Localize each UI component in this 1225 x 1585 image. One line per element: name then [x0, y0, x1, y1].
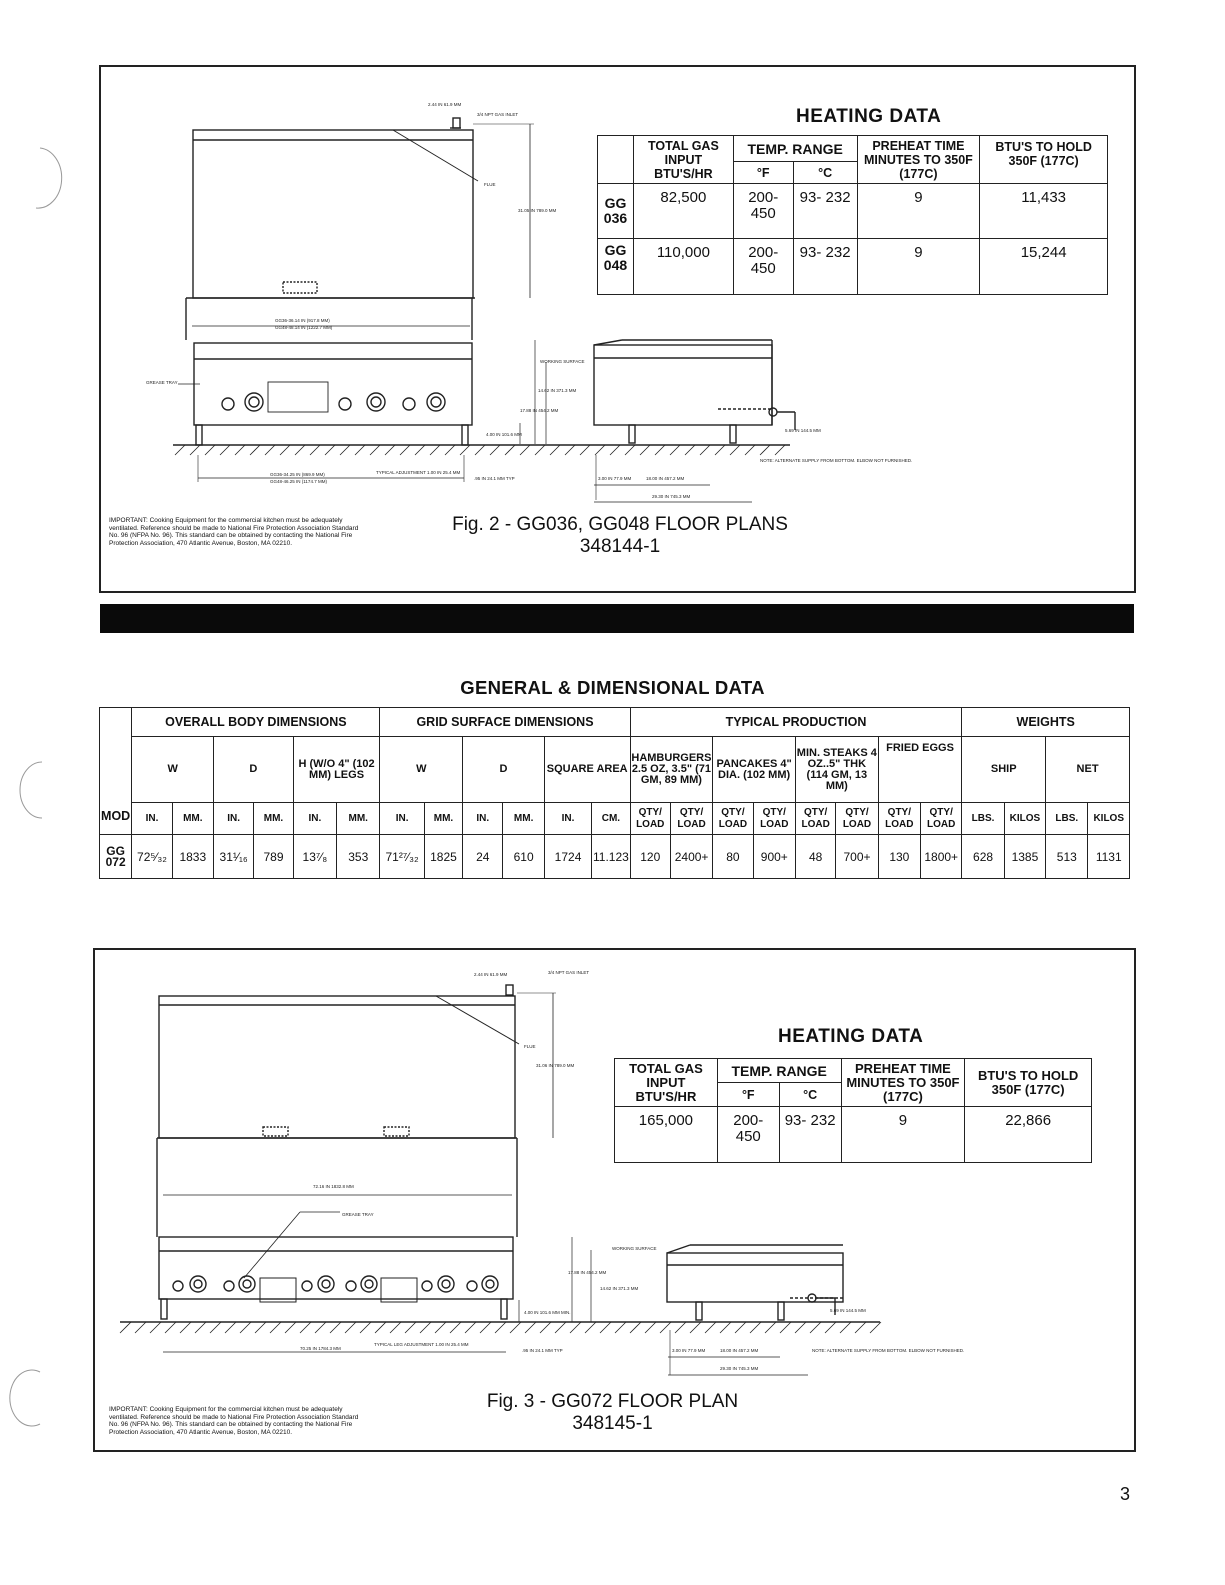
value-cell: 1131: [1088, 835, 1130, 879]
bottom-h2: 14.62 IN 371.3 MM: [600, 1286, 639, 1291]
bottom-h1: 17.88 IN 454.2 MM: [568, 1270, 607, 1275]
unit-cell: QTY/ LOAD: [836, 803, 878, 835]
top-row-gg048: [598, 239, 1108, 295]
value-cell: 1800+: [921, 835, 962, 879]
temp-c-cell: 93- 232: [779, 1107, 841, 1163]
value-cell: 24: [463, 835, 503, 879]
bottom-row-gg072: [615, 1107, 1092, 1163]
value-cell: 80: [713, 835, 753, 879]
unit-cell: QTY/ LOAD: [753, 803, 795, 835]
hdr-hamburgers: HAMBURGERS 2.5 OZ, 3.5" (71 GM, 89 MM): [630, 737, 713, 803]
value-cell: 1833: [172, 835, 213, 879]
btus-hold-cell: 15,244: [980, 239, 1108, 295]
value-cell: 72⁵⁄₃₂: [132, 835, 172, 879]
btus-hold-cell: 22,866: [965, 1107, 1092, 1163]
bottom-side-4: 5.69 IN 144.5 MM: [830, 1308, 866, 1313]
value-cell: 1825: [424, 835, 462, 879]
top-bottom-w2: GG48-46.25 IN (1174.7 MM): [270, 479, 327, 484]
top-dim-top: 2.44 IN 61.9 MM: [428, 102, 462, 107]
bottom-dim-top: 2.44 IN 61.9 MM: [474, 972, 508, 977]
unit-cell: MM.: [424, 803, 462, 835]
model-cell: GG 036: [598, 184, 634, 239]
unit-cell: MM.: [254, 803, 293, 835]
bottom-working-surface: WORKING SURFACE: [612, 1246, 657, 1251]
bottom-typ: .95 IN 24.1 MM TYP: [522, 1348, 563, 1353]
value-cell: 700+: [836, 835, 878, 879]
top-width-1: GG36-36.14 IN (917.8 MM): [275, 318, 330, 323]
unit-cell: IN.: [380, 803, 424, 835]
general-data-title: GENERAL & DIMENSIONAL DATA: [460, 677, 765, 698]
value-cell: 353: [337, 835, 380, 879]
bottom-hdr-deg-f: °F: [717, 1083, 779, 1107]
bottom-bottom-w: 70.25 IN 1784.3 MM: [300, 1346, 341, 1351]
top-h1: 14.62 IN 371.3 MM: [538, 388, 577, 393]
bottom-hdr-deg-c: °C: [779, 1083, 841, 1107]
top-heating-title: HEATING DATA: [796, 106, 942, 127]
top-caption-title: Fig. 2 - GG036, GG048 FLOOR PLANS: [452, 514, 788, 535]
value-cell: 789: [254, 835, 293, 879]
bottom-hdr-btus-hold: BTU'S TO HOLD 350F (177C): [965, 1059, 1092, 1107]
hdr-d: D: [213, 737, 293, 803]
unit-cell: MM.: [337, 803, 380, 835]
unit-cell: QTY/ LOAD: [713, 803, 753, 835]
top-h3: 4.00 IN 101.6 MM: [486, 432, 522, 437]
bottom-side-2: 18.00 IN 457.2 MM: [720, 1348, 759, 1353]
value-cell: 900+: [753, 835, 795, 879]
binder-hole-middle: [20, 762, 42, 818]
value-cell: 13⁷⁄₈: [293, 835, 336, 879]
value-cell: 513: [1046, 835, 1088, 879]
top-width-2: GG48-48.14 IN (1222.7 MM): [275, 325, 333, 330]
top-bottom-w1: GG36-34.25 IN (869.9 MM): [270, 472, 325, 477]
value-cell: 71²⁷⁄₃₂: [380, 835, 424, 879]
page-number: 3: [1120, 1484, 1131, 1504]
preheat-cell: 9: [841, 1107, 965, 1163]
top-typ: .95 IN 24.1 MM TYP: [474, 476, 515, 481]
bottom-important-note: IMPORTANT: Cooking Equipment for the commercial kitchen must be adequately ventilated. Reference should be made to National Fire Protection Association Standard No. 96 (NFPA No. 96). This standard can be obtained by contacting the National Fire Protection Association, 470 Atlantic Avenue, Boston, MA 02210.: [109, 1406, 359, 1436]
binder-hole-bottom: [10, 1370, 40, 1426]
unit-cell: QTY/ LOAD: [878, 803, 920, 835]
unit-cell: IN.: [463, 803, 503, 835]
top-hdr-btus-hold: BTU'S TO HOLD 350F (177C): [980, 136, 1108, 184]
unit-cell: MM.: [503, 803, 544, 835]
bottom-leg-adj: TYPICAL LEG ADJUSTMENT 1.00 IN 25.4 MM: [374, 1342, 469, 1347]
value-cell: 628: [962, 835, 1004, 879]
model-cell: GG 072: [100, 835, 132, 879]
bottom-flue: FLUE: [524, 1044, 536, 1049]
bottom-hdr-preheat: PREHEAT TIME MINUTES TO 350F (177C): [841, 1059, 965, 1107]
bottom-width: 72.16 IN 1832.8 MM: [313, 1184, 354, 1189]
unit-cell: IN.: [132, 803, 172, 835]
unit-cell: QTY/ LOAD: [795, 803, 835, 835]
bottom-caption-title: Fig. 3 - GG072 FLOOR PLAN: [486, 1391, 739, 1412]
value-cell: 31¹⁄₁₆: [213, 835, 253, 879]
bottom-caption: [430, 1391, 795, 1435]
total-gas-cell: 82,500: [633, 184, 733, 239]
table-row-gg072: [100, 835, 1130, 879]
top-flue: FLUE: [484, 182, 496, 187]
hdr-mod: MOD: [100, 708, 132, 835]
section-divider-bar: [100, 604, 1134, 633]
total-gas-cell: 110,000: [633, 239, 733, 295]
top-caption: [430, 514, 810, 558]
top-hdr-deg-f: °F: [733, 162, 793, 184]
unit-cell: IN.: [293, 803, 336, 835]
bottom-height-right: 31.06 IN 789.0 MM: [536, 1063, 575, 1068]
hdr-pancakes: PANCAKES 4" DIA. (102 MM): [713, 737, 796, 803]
top-hdr-total-gas: TOTAL GAS INPUT BTU'S/HR: [633, 136, 733, 184]
total-gas-cell: 165,000: [615, 1107, 718, 1163]
unit-cell: MM.: [172, 803, 213, 835]
hdr-weights: WEIGHTS: [962, 708, 1130, 737]
bottom-h3: 4.00 IN 101.6 MM MIN.: [524, 1310, 571, 1315]
top-side-3: 29.30 IN 745.3 MM: [652, 494, 691, 499]
hdr-grid-surface: GRID SURFACE DIMENSIONS: [380, 708, 630, 737]
top-hdr-temp-range: TEMP. RANGE: [733, 136, 857, 162]
general-data-table: [99, 707, 1130, 879]
bottom-heating-table: [614, 1058, 1092, 1163]
top-height-right: 31.05 IN 789.0 MM: [518, 208, 557, 213]
hdr-grid-w: W: [380, 737, 463, 803]
temp-f-cell: 200- 450: [717, 1107, 779, 1163]
model-cell: GG 048: [598, 239, 634, 295]
temp-f-cell: 200- 450: [733, 239, 793, 295]
top-hdr-deg-c: °C: [793, 162, 857, 184]
top-part-number: 348144-1: [579, 536, 661, 557]
binder-hole-top: [36, 148, 62, 208]
unit-cell: KILOS: [1004, 803, 1045, 835]
bottom-figure-panel: [93, 948, 1136, 1452]
top-row-gg036: [598, 184, 1108, 239]
bottom-heating-title: HEATING DATA: [778, 1026, 924, 1047]
top-side-2: 18.00 IN 457.2 MM: [646, 476, 685, 481]
value-cell: 610: [503, 835, 544, 879]
value-cell: 2400+: [670, 835, 712, 879]
top-heating-table: [597, 135, 1108, 295]
bottom-note: NOTE: ALTERNATE SUPPLY FROM BOTTOM. ELBOW NOT FURNISHED.: [812, 1348, 965, 1353]
bottom-grease-tray: GREASE TRAY: [342, 1212, 374, 1217]
top-important-note: IMPORTANT: Cooking Equipment for the commercial kitchen must be adequately ventilated. Reference should be made to National Fire Protection Association Standard No. 96 (NFPA No. 96). This standard can be obtained by contacting the National Fire Protection Association, 470 Atlantic Avenue, Boston, MA 02210.: [109, 517, 359, 547]
hdr-fried-eggs: FRIED EGGS: [878, 737, 962, 803]
unit-cell: IN.: [544, 803, 591, 835]
unit-cell: IN.: [213, 803, 253, 835]
temp-c-cell: 93- 232: [793, 184, 857, 239]
hdr-h: H (W/O 4" (102 MM) LEGS: [293, 737, 380, 803]
top-corner-cell: [598, 136, 634, 184]
temp-c-cell: 93- 232: [793, 239, 857, 295]
value-cell: 120: [630, 835, 670, 879]
units-row: [100, 803, 1130, 835]
hdr-grid-d: D: [463, 737, 545, 803]
hdr-w: W: [132, 737, 214, 803]
temp-f-cell: 200- 450: [733, 184, 793, 239]
value-cell: 1385: [1004, 835, 1045, 879]
hdr-overall-body: OVERALL BODY DIMENSIONS: [132, 708, 380, 737]
hdr-ship: SHIP: [962, 737, 1046, 803]
unit-cell: QTY/ LOAD: [921, 803, 962, 835]
preheat-cell: 9: [857, 239, 980, 295]
unit-cell: LBS.: [962, 803, 1004, 835]
bottom-gas-inlet: 3/4 NPT GAS INLET: [548, 970, 590, 975]
unit-cell: QTY/ LOAD: [670, 803, 712, 835]
top-side-1: 3.00 IN 77.9 MM: [598, 476, 632, 481]
value-cell: 11.123: [592, 835, 630, 879]
bottom-hdr-temp-range: TEMP. RANGE: [717, 1059, 841, 1083]
btus-hold-cell: 11,433: [980, 184, 1108, 239]
value-cell: 1724: [544, 835, 591, 879]
unit-cell: CM.: [592, 803, 630, 835]
bottom-part-number: 348145-1: [572, 1413, 653, 1434]
value-cell: 48: [795, 835, 835, 879]
top-working-surface: WORKING SURFACE: [540, 359, 585, 364]
bottom-side-3: 29.30 IN 745.3 MM: [720, 1366, 759, 1371]
bottom-hdr-total-gas: TOTAL GAS INPUT BTU'S/HR: [615, 1059, 718, 1107]
hdr-steaks: MIN. STEAKS 4 OZ..5" THK (114 GM, 13 MM): [795, 737, 878, 803]
top-grease-tray: GREASE TRAY: [146, 380, 178, 385]
top-note: NOTE: ALTERNATE SUPPLY FROM BOTTOM. ELBOW NOT FURNISHED.: [760, 458, 913, 463]
hdr-net: NET: [1046, 737, 1130, 803]
value-cell: 130: [878, 835, 920, 879]
hdr-typical-production: TYPICAL PRODUCTION: [630, 708, 962, 737]
unit-cell: QTY/ LOAD: [630, 803, 670, 835]
top-side-4: 5.69 IN 144.5 MM: [785, 428, 821, 433]
unit-cell: LBS.: [1046, 803, 1088, 835]
top-h2: 17.88 IN 454.2 MM: [520, 408, 559, 413]
hdr-square-area: SQUARE AREA: [544, 737, 630, 803]
bottom-side-1: 3.00 IN 77.9 MM: [672, 1348, 706, 1353]
unit-cell: KILOS: [1088, 803, 1130, 835]
top-hdr-preheat: PREHEAT TIME MINUTES TO 350F (177C): [857, 136, 980, 184]
top-gas-inlet: 3/4 NPT GAS INLET: [477, 112, 519, 117]
preheat-cell: 9: [857, 184, 980, 239]
top-leg-adj: TYPICAL ADJUSTMENT 1.00 IN 25.4 MM: [376, 470, 461, 475]
